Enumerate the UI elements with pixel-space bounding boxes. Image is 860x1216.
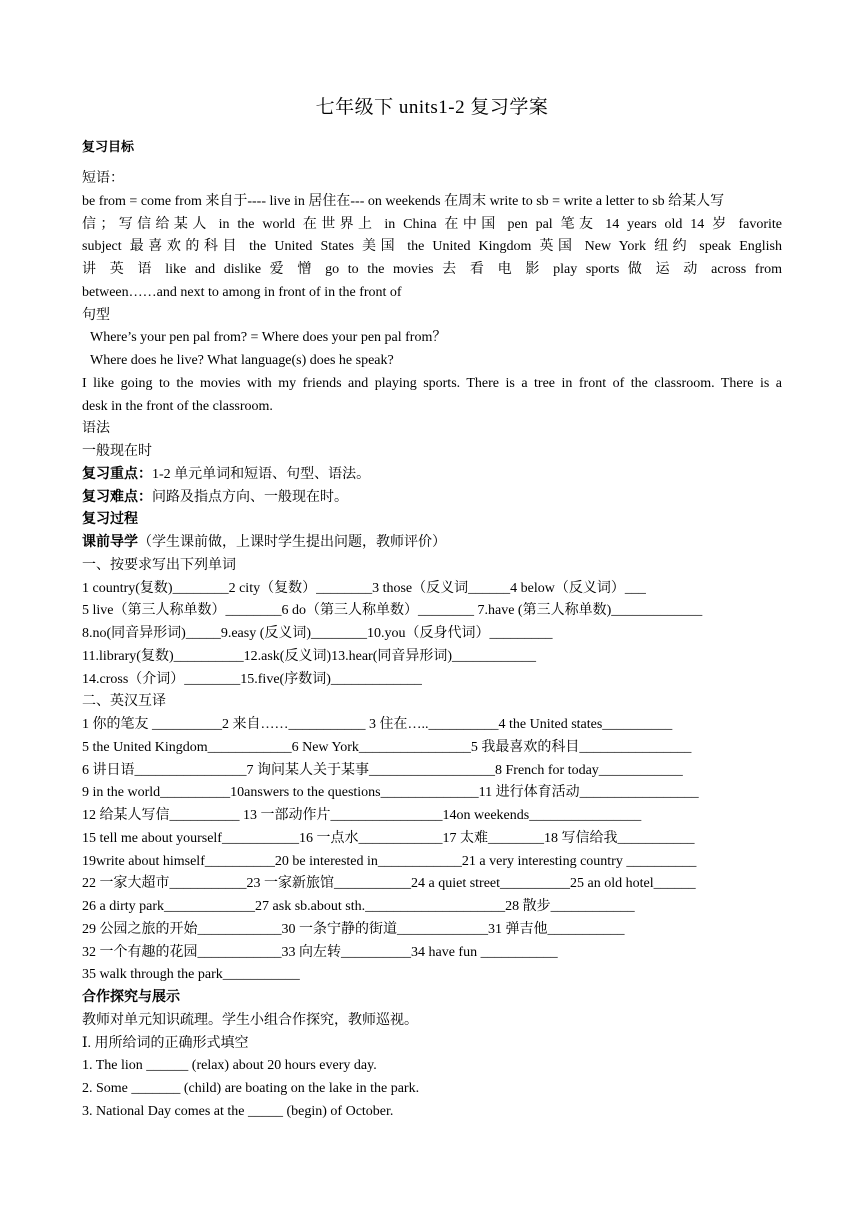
part2-line: 32 一个有趣的花园____________33 向左转__________34 have fun ___________ <box>82 944 558 960</box>
phrases-heading: 短语： <box>82 171 124 186</box>
sentence-line: desk in the front of the classroom. <box>82 398 273 414</box>
difficult-points-label: 复习难点： <box>82 489 152 505</box>
phrase-line: 讲 英 语 like and dislike 爱 憎 go to the movies 去 看 电 影 play sports 做 运 动 across from <box>82 262 782 277</box>
section1-heading: Ⅰ. 用所给词的正确形式填空 <box>82 1035 249 1051</box>
part1-line: 5 live（第三人称单数）________6 do（第三人称单数）________ 7.have (第三人称单数)_____________ <box>82 603 703 619</box>
sentence-heading: 句型 <box>82 307 110 323</box>
part2-line: 15 tell me about yourself___________16 一点水____________17 太难________18 写信给我___________ <box>82 830 695 846</box>
preview-guide-text: （学生课前做，上课时学生提出问题，教师评价） <box>138 535 446 550</box>
review-goal-heading: 复习目标 <box>82 139 135 154</box>
cooperation-heading: 合作探究与展示 <box>82 990 180 1005</box>
part2-line: 22 一家大超市___________23 一家新旅馆___________24 a quiet street__________25 an old hotel______ <box>82 876 696 892</box>
phrase-line: 信；写信给某人 in the world 在世界上 in China 在中国 pen pal 笔友 14 years old 14 岁 favorite <box>82 216 782 232</box>
process-heading: 复习过程 <box>82 512 138 528</box>
key-points-label: 复习重点： <box>82 466 152 482</box>
key-points-text: 1-2 单元单词和短语、句型、语法。 <box>152 466 371 482</box>
key-points <box>82 464 782 487</box>
part2-line: 19write about himself__________20 be interested in____________21 a very interesting country __________ <box>82 853 697 869</box>
part2-line: 26 a dirty park_____________27 ask sb.about sth.____________________28 散步____________ <box>82 899 635 914</box>
part2-line: 5 the United Kingdom____________6 New York________________5 我最喜欢的科目________________ <box>82 739 692 755</box>
grammar-heading: 语法 <box>82 421 110 437</box>
part2-line: 6 讲日语________________7 询问某人关于某事__________________8 French for today____________ <box>82 762 683 778</box>
difficult-points <box>82 487 782 510</box>
document-body <box>82 168 782 1124</box>
part1-line: 11.library(复数)__________12.ask(反义词)13.hear(同音异形词)____________ <box>82 648 537 664</box>
part1-line: 1 country(复数)________2 city（复数）________3 those（反义词______4 below（反义词）___ <box>82 580 646 596</box>
sentence-line: Where’s your pen pal from? = Where does your pen pal from？ <box>90 330 447 346</box>
part2-line: 9 in the world__________10answers to the questions______________11 进行体育活动_________________ <box>82 785 699 801</box>
preview-guide-label: 课前导学 <box>82 535 138 550</box>
cooperation-text: 教师对单元知识疏理。学生小组合作探究，教师巡视。 <box>82 1012 418 1028</box>
exercise-line: 3. National Day comes at the _____ (begin) of October. <box>82 1103 394 1119</box>
exercise-line: 2. Some _______ (child) are boating on the lake in the park. <box>82 1081 420 1096</box>
preview-guide <box>82 532 782 555</box>
sentence-line: I like going to the movies with my friends and playing sports. There is a tree in front of the classroom. There is a <box>82 375 782 391</box>
page-title: 七年级下 units1-2 复习学案 <box>315 97 549 118</box>
part2-line: 1 你的笔友 __________2 来自……___________ 3 住在…..__________4 the United states__________ <box>82 717 673 732</box>
exercise-line: 1. The lion ______ (relax) about 20 hours every day. <box>82 1058 377 1074</box>
part2-heading: 二、英汉互译 <box>82 694 166 710</box>
part2-line: 12 给某人写信__________ 13 一部动作片________________14on weekends________________ <box>82 808 642 823</box>
difficult-points-text: 问路及指点方向、一般现在时。 <box>152 489 348 505</box>
phrase-line: subject 最喜欢的科目 the United States 美国 the United Kingdom 英国 New York 纽约 speak English <box>82 239 782 255</box>
grammar-item: 一般现在时 <box>82 444 152 459</box>
phrase-line: be from = come from 来自于---- live in 居住在--- on weekends 在周末 write to sb = write a letter to sb 给某人写 <box>82 193 725 209</box>
part2-line: 29 公园之旅的开始____________30 一条宁静的街道_____________31 弹吉他___________ <box>82 921 625 937</box>
sentence-line: Where does he live? What language(s) does he speak? <box>90 353 394 368</box>
part2-line: 35 walk through the park___________ <box>82 967 300 983</box>
part1-line: 14.cross（介词）________15.five(序数词)_____________ <box>82 671 422 687</box>
phrase-line: between……and next to among in front of in the front of <box>82 284 402 300</box>
part1-heading: 一、按要求写出下列单词 <box>82 557 236 573</box>
part1-line: 8.no(同音异形词)_____9.easy (反义词)________10.you（反身代词）_________ <box>82 626 553 641</box>
